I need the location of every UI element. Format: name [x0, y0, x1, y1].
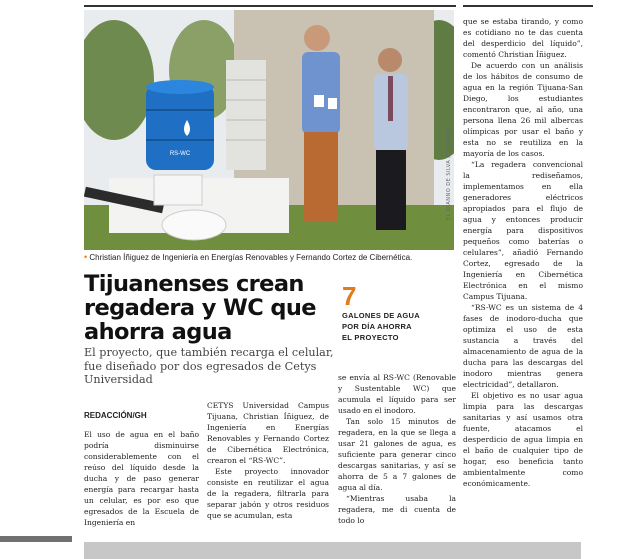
stat-number: 7: [342, 281, 357, 311]
photo-credit: EL DIANNO DE SILVA / TIJUANA: [446, 129, 452, 220]
paragraph: Este proyecto innovador consiste en reutilizar el agua de la regadera, filtrarla para separar jabón y otros residuos que se acumulan, esta: [207, 467, 329, 520]
paragraph: “La regadera convencional la rediseñamos, implementamos en ella generadores eléctricos apropiados para el flujo de agua y entonces producir energía para dispositivos pequeños como baterías o celulares”, añadió Fernando Cortez, egresado de la Ingeniería en Cibernética Electrónica en el mismo Campus Tijuana.: [463, 160, 583, 301]
headline: Tijuanenses crean regadera y WC que ahorra agua: [84, 271, 316, 345]
tank-label: RS-WC: [169, 151, 191, 157]
paragraph: CETYS Universidad Campus Tijuana, Christian Íñiguez, de Ingeniería en Energías Renovables y Fernando Cortez de Cibernética Electrónica, crearon el “RS-WC”.: [207, 401, 329, 465]
stat-box: [342, 282, 447, 343]
paragraph: “RS-WC es un sistema de 4 fases de inodoro-ducha que optimiza el uso de esta sustancia a través del almacenamiento de agua de la ducha para las descargas del inodoro mientras genera electricidad”, detallaron.: [463, 303, 583, 389]
article-column-3: [338, 372, 456, 526]
byline: REDACCIÓN/GH: [84, 411, 147, 420]
paragraph: El uso de agua en el baño podría disminuirse considerablemente con el reúso del líquido desde la ducha y de paso generar energía para recargar hasta un celular, es por eso que egresados de la Escuela de Ingeniería en: [84, 430, 199, 527]
article-column-2: [207, 400, 329, 521]
scan-edge-bar: [0, 536, 72, 542]
subheadline: El proyecto, que también recarga el celular, fue diseñado por dos egresados de Cetys Universidad: [84, 346, 334, 386]
article-photo: [84, 10, 454, 250]
paragraph: “Mientras usaba la regadera, me di cuenta de todo lo: [338, 494, 456, 525]
paragraph: que se estaba tirando, y como es cotidiano no te das cuenta del desperdicio del líquido”, comentó Christian Íñiguez.: [463, 17, 583, 59]
photo-caption: [84, 252, 456, 262]
paragraph: se envía al RS-WC (Renovable y Sustentable WC) que acumula el líquido para ser usado en el inodoro.: [338, 373, 456, 415]
caption-bullet: •: [84, 252, 88, 262]
paragraph: De acuerdo con un análisis de los hábitos de consumo de agua en la región Tijuana-San Diego, los estudiantes encontraron que, al año, una persona llena 26 mil albercas olímpicas por usar el baño y esta no se reutiliza en la mayoría de los casos.: [463, 61, 583, 158]
page-bottom-bar: [84, 542, 581, 559]
article-column-1: [84, 410, 199, 528]
stat-label-3: EL PROYECTO: [342, 333, 399, 342]
photo-illustration: [84, 10, 454, 250]
paragraph: El objetivo es no usar agua limpia para las descargas sanitarias y así usamos otra fuente, atacamos el desperdicio de agua limpia en el baño de cualquier tipo de hogar, eso beneficia tanto ambientalmente como económicamente.: [463, 391, 583, 488]
article-column-4: [463, 16, 583, 489]
caption-text: Christian Íñiguez de Ingeniería en Energías Renovables y Fernando Cortez de Cibernética.: [89, 253, 413, 262]
stat-label-1: GALONES DE AGUA: [342, 311, 420, 320]
column-top-rule: [463, 5, 593, 7]
stat-label-2: POR DÍA AHORRA: [342, 322, 412, 331]
paragraph: Tan solo 15 minutos de regadera, en la que se llega a usar 21 galones de agua, es suficiente para generar cinco descargas sanitarias, y así se ahorra de 5 a 7 galones de agua al día.: [338, 417, 456, 492]
top-rule: [84, 5, 456, 7]
